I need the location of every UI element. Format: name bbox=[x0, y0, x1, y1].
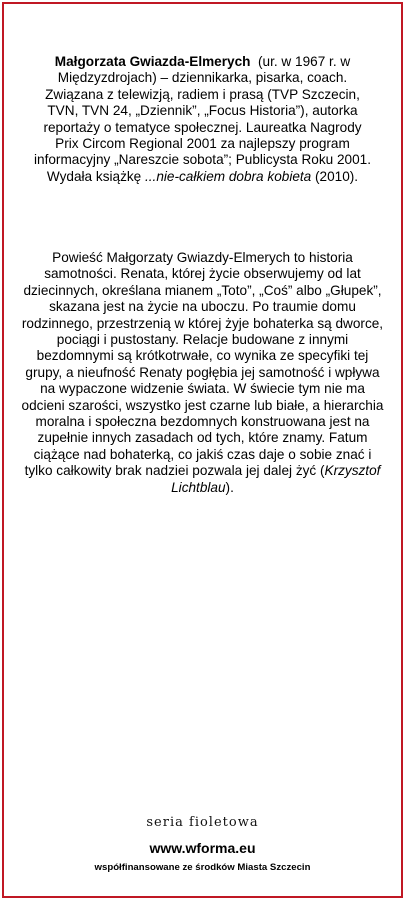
author-birth: (ur. w 1967 r. w Międzyzdrojach) bbox=[57, 54, 351, 86]
cofunding-note: współfinansowane ze środków Miasta Szczecin bbox=[94, 862, 311, 873]
author-bio-text: – dziennikarka, pisarka, coach. Związana z telewizją, radiem i prasą (TVP Szczecin, TVN, TVN 24, „Dziennik”, „Focus Historia”), autorka reportaży o tematyce społecznej. Laureatka Nagrody Prix Circom Regional 2001 za najlepszy program informacyjny „Nareszcie sobota”; Publicysta Roku 2001. Wydała książkę bbox=[34, 70, 371, 184]
review-text: Powieść Małgorzaty Gwiazdy-Elmerych to historia samotności. Renata, której życie obserwujemy od lat dziecinnych, określana mianem „Toto”, „Coś” albo „Głupek”, skazana jest na życie na uboczu. Po traumie domu rodzinnego, przestrzenią w której żyje bohaterka są dworce, pociągi i pustostany. Relacje budowane z innymi bezdomnymi są krótkotrwałe, co wynika ze specyfiki tej grupy, a nieufność Renaty pogłębia jej samotność i wpływa na wypaczone widzenie świata. W świecie tym nie ma odcieni szarości, wszystko jest czarne lub białe, a hierarchia moralna i społeczna bezdomnych konstruowana jest na zupełnie innych zasadach od tych, które znamy. Fatum ciążące nad bohaterką, co jakiś czas daje o sobie znać i tylko całkowity brak nadziei pozwala jej dalej żyć ( bbox=[21, 250, 384, 479]
website-link[interactable]: www.wforma.eu bbox=[149, 840, 256, 856]
review-author: Krzysztof Lichtblau bbox=[171, 463, 381, 495]
author-bio-end: (2010). bbox=[311, 168, 359, 184]
review-end: ). bbox=[225, 479, 234, 495]
series-label: seria fioletowa bbox=[146, 815, 259, 830]
book-review bbox=[18, 250, 387, 496]
book-title: ...nie-całkiem dobra kobieta bbox=[145, 168, 312, 184]
author-bio bbox=[30, 54, 375, 185]
author-name: Małgorzata Gwiazda-Elmerych bbox=[54, 54, 251, 69]
